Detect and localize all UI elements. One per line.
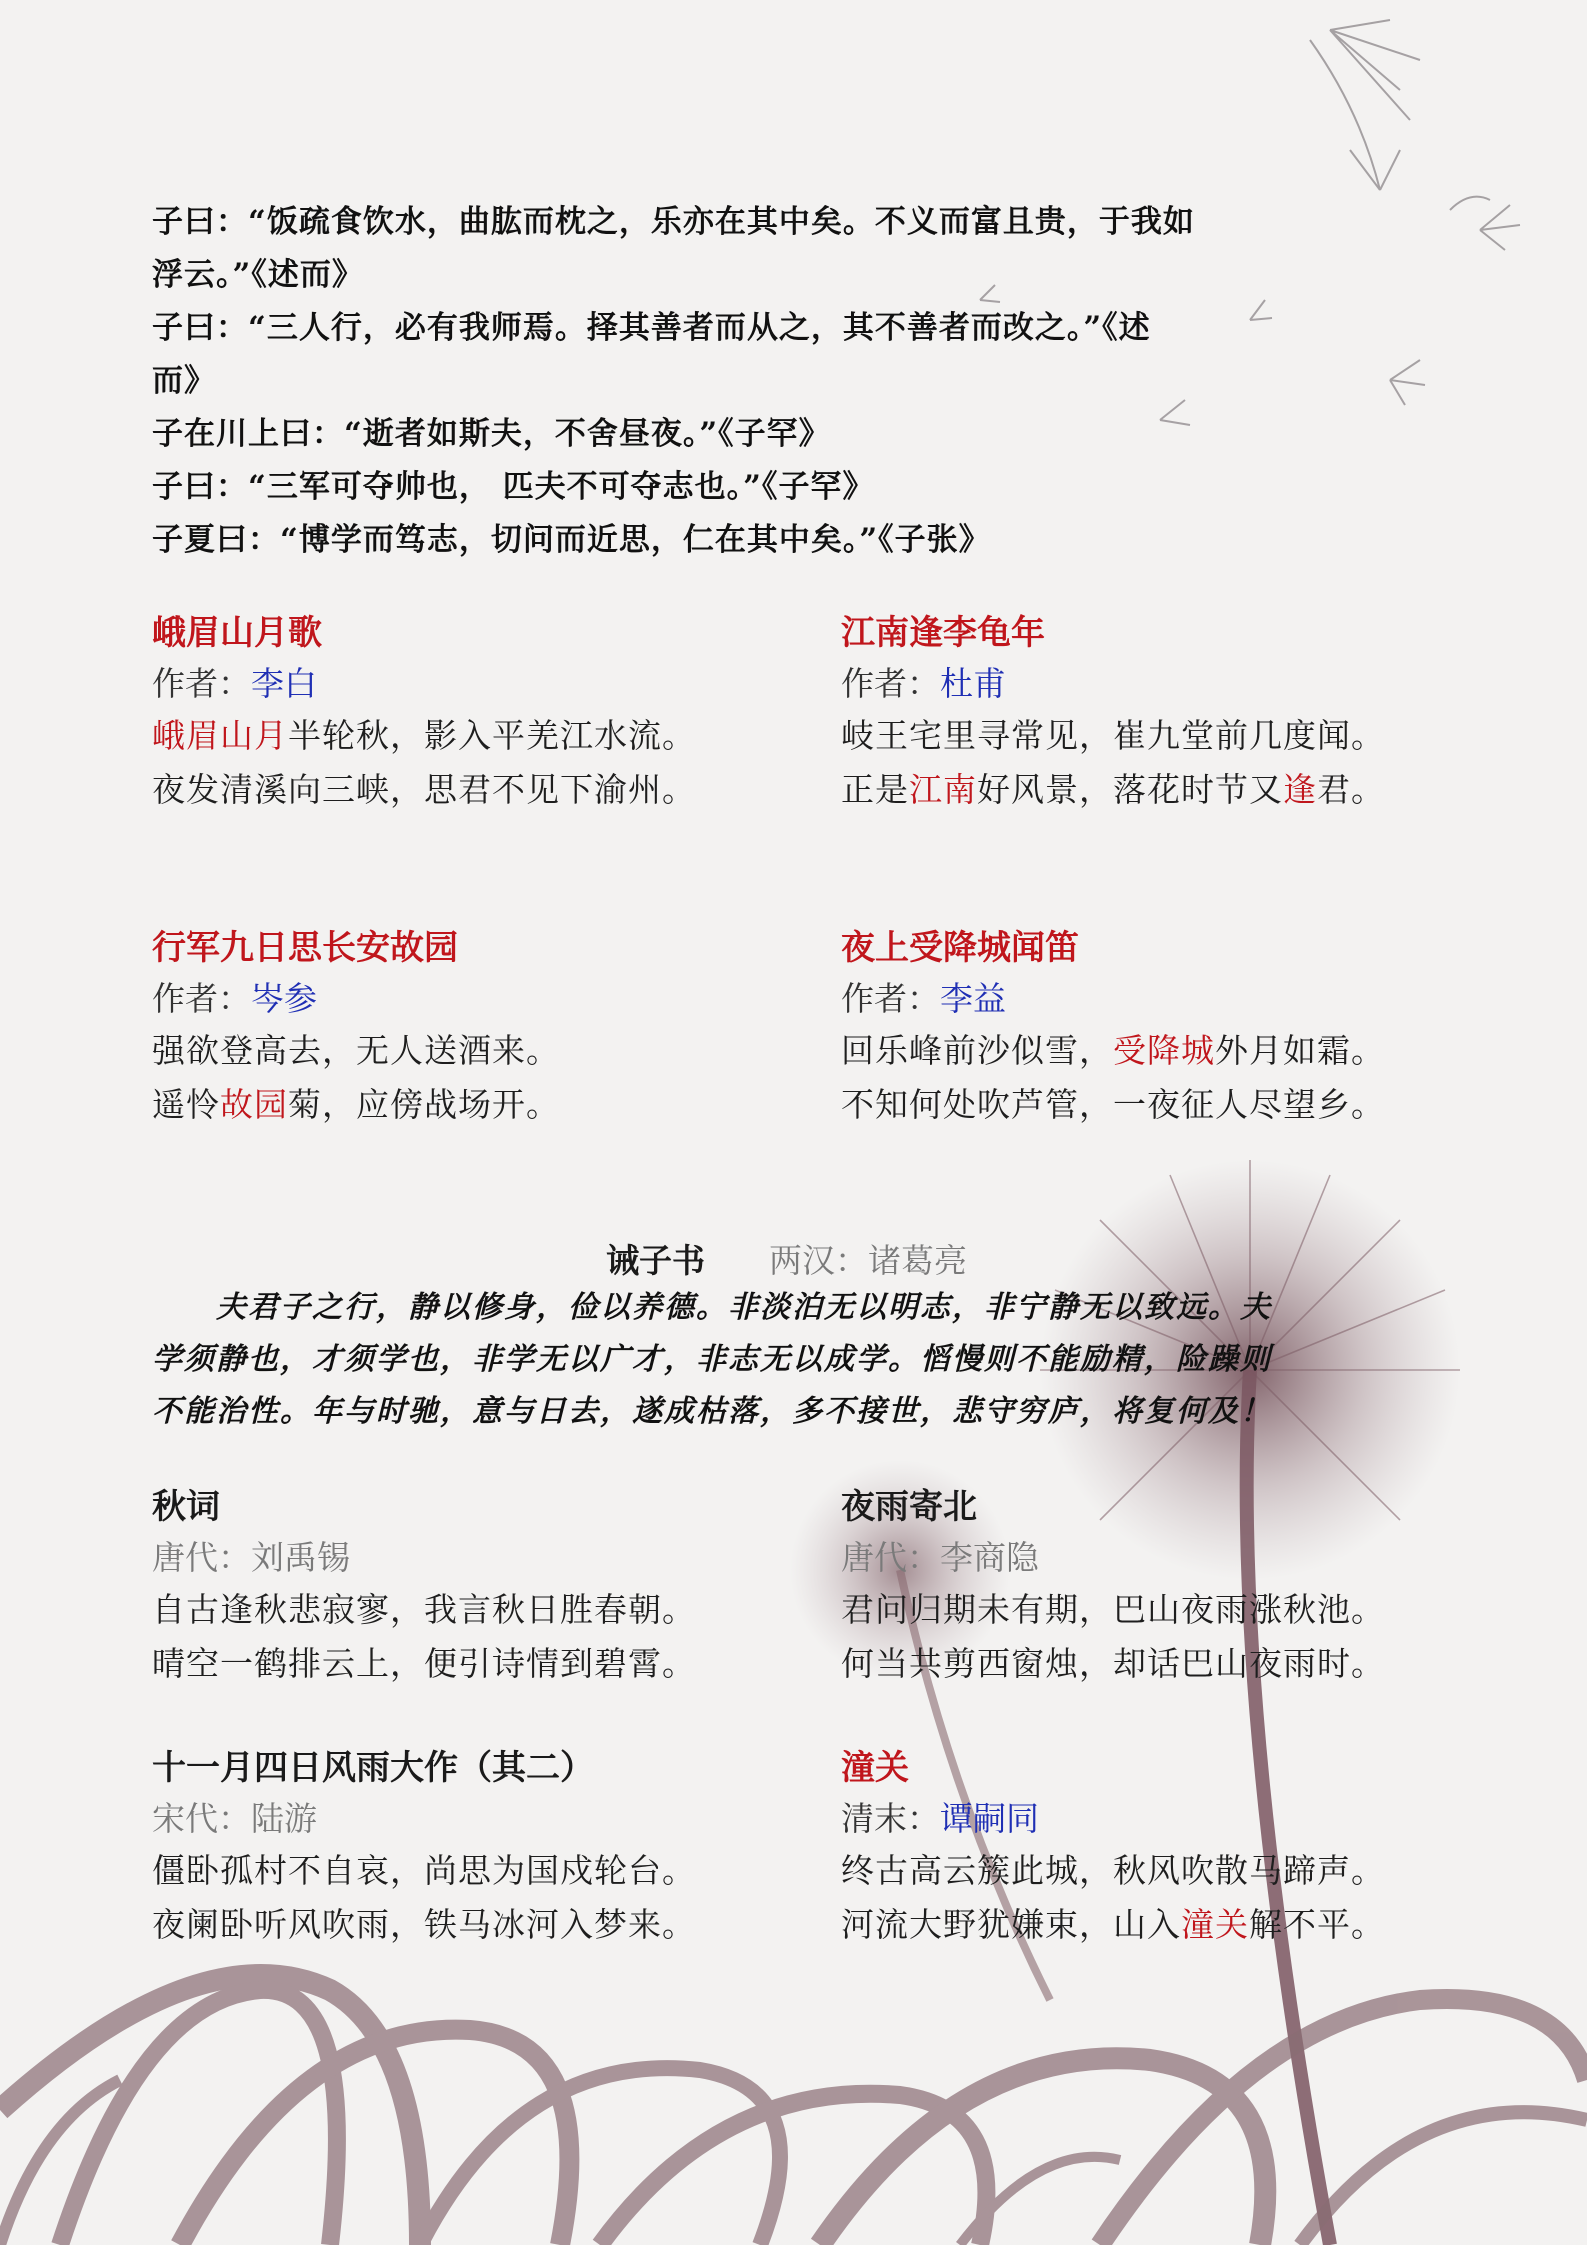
- poem-line: 何当共剪西窗烛，却话巴山夜雨时。: [841, 1644, 1385, 1683]
- poem-author: 唐代：刘禹锡: [152, 1538, 350, 1577]
- poem-author: 宋代：陆游: [152, 1799, 317, 1838]
- poem-title: 秋词: [152, 1487, 220, 1527]
- poem-line: 终古高云簇此城，秋风吹散马蹄声。: [841, 1851, 1385, 1890]
- poem-shiyiyue-siri: [152, 1742, 772, 1952]
- poem-line: 峨眉山月半轮秋，影入平羌江水流。: [152, 716, 696, 755]
- quote-line: 子曰：“三军可夺帅也， 匹夫不可夺志也。”《子罕》: [152, 469, 875, 505]
- essay-line: 不能治性。年与时驰，意与日去，遂成枯落，多不接世，悲守穷庐，将复何及！: [152, 1394, 1272, 1429]
- poem-line: 君问归期未有期，巴山夜雨涨秋池。: [841, 1590, 1385, 1629]
- poem-title: 十一月四日风雨大作（其二）: [152, 1748, 594, 1788]
- poem-ye-shang-shouxiangcheng: [841, 922, 1461, 1132]
- poem-title: 夜上受降城闻笛: [841, 928, 1079, 968]
- poem-title: 潼关: [841, 1748, 909, 1788]
- poem-line: 遥怜故园菊，应傍战场开。: [152, 1085, 560, 1124]
- poem-author: 唐代：李商隐: [841, 1538, 1039, 1577]
- poem-line: 河流大野犹嫌束，山入潼关解不平。: [841, 1905, 1385, 1944]
- poem-author: 作者：李白: [152, 664, 317, 703]
- poem-line: 强欲登高去，无人送酒来。: [152, 1031, 560, 1070]
- poem-line: 回乐峰前沙似雪，受降城外月如霜。: [841, 1031, 1385, 1070]
- poem-line: 自古逢秋悲寂寥，我言秋日胜春朝。: [152, 1590, 696, 1629]
- poem-line: 晴空一鹤排云上，便引诗情到碧霄。: [152, 1644, 696, 1683]
- poem-title: 夜雨寄北: [841, 1487, 977, 1527]
- poem-author: 作者：岑参: [152, 979, 317, 1018]
- essay-title: 诫子书: [606, 1241, 705, 1280]
- essay-header: [606, 1236, 967, 1286]
- poem-line: 岐王宅里寻常见，崔九堂前几度闻。: [841, 716, 1385, 755]
- quote-line: 子曰：“三人行，必有我师焉。择其善者而从之，其不善者而改之。”《述: [152, 310, 1151, 346]
- poem-line: 正是江南好风景，落花时节又逢君。: [841, 770, 1385, 809]
- essay-line: 夫君子之行，静以修身，俭以养德。非淡泊无以明志，非宁静无以致远。夫: [152, 1290, 1272, 1325]
- poem-line: 夜发清溪向三峡，思君不见下渝州。: [152, 770, 696, 809]
- quote-line: 子曰：“饭疏食饮水，曲肱而枕之，乐亦在其中矣。不义而富且贵，于我如: [152, 204, 1195, 240]
- essay-author: 两汉：诸葛亮: [769, 1241, 967, 1280]
- poem-author: 清末：谭嗣同: [841, 1799, 1039, 1838]
- poem-qiu-ci: [152, 1481, 772, 1691]
- poem-xingjun-jiuri: [152, 922, 772, 1132]
- quote-line: 而》: [152, 363, 216, 399]
- poem-emei-shan-yue-ge: [152, 607, 772, 817]
- poem-title: 峨眉山月歌: [152, 613, 322, 653]
- essay-line: 学须静也，才须学也，非学无以广才，非志无以成学。慆慢则不能励精，险躁则: [152, 1342, 1272, 1377]
- quote-line: 子在川上曰：“逝者如斯夫，不舍昼夜。”《子罕》: [152, 416, 831, 452]
- poem-title: 行军九日思长安故园: [152, 928, 458, 968]
- poem-tong-guan: [841, 1742, 1461, 1952]
- poem-ye-yu-ji-bei: [841, 1481, 1461, 1691]
- poem-line: 僵卧孤村不自哀，尚思为国戍轮台。: [152, 1851, 696, 1890]
- analects-quotes: [152, 196, 1482, 567]
- quote-line: 子夏曰：“博学而笃志，切问而近思，仁在其中矣。”《子张》: [152, 522, 991, 558]
- quote-line: 浮云。”《述而》: [152, 257, 364, 293]
- poem-jiangnan-feng-li-guinian: [841, 607, 1461, 817]
- poem-author: 作者：李益: [841, 979, 1006, 1018]
- poem-author: 作者：杜甫: [841, 664, 1006, 703]
- poem-line: 夜阑卧听风吹雨，铁马冰河入梦来。: [152, 1905, 696, 1944]
- essay-body: [152, 1282, 1472, 1438]
- poem-line: 不知何处吹芦管，一夜征人尽望乡。: [841, 1085, 1385, 1124]
- poem-title: 江南逢李龟年: [841, 613, 1045, 653]
